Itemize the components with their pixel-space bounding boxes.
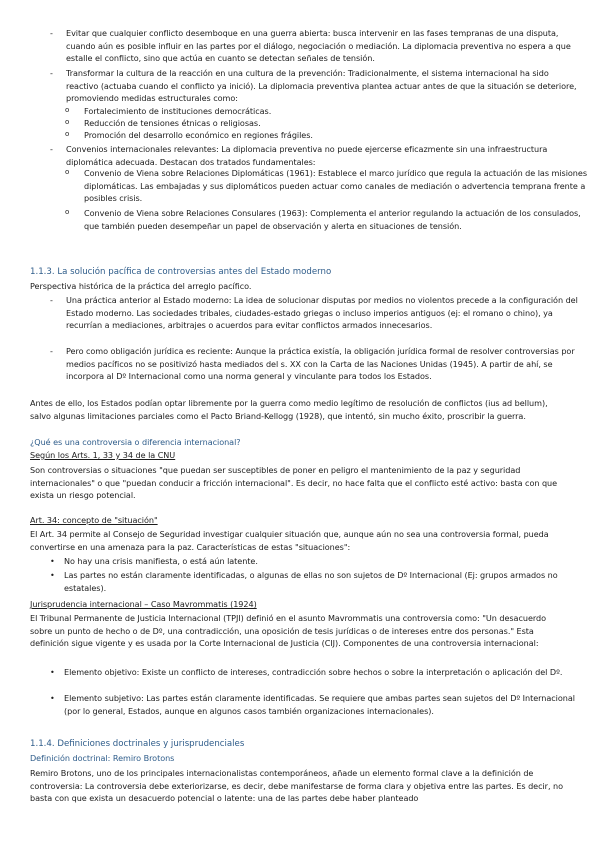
paragraph: El Tribunal Permanente de Justicia Internacional (TPJI) definió en el asunto Mavrommatis una controversia como: "Un desacuerdo sobre un punto de hecho o de Dº, una contradicción, una oposición de tesis jurídicas o de intereses entre dos personas." Esta definición sigue vigente y es usada por la Corte Internacional de Justicia (CIJ). Componentes de una controversia internacional:: [30, 613, 546, 649]
sub-list-item: o Fortalecimiento de instituciones democráticas.: [50, 105, 597, 118]
sub-list-item: o Convenio de Viena sobre Relaciones Consulares (1963): Complementa el anterior regulando la actuación de los consulados, que también pueden desempeñar un papel de observación y alerta en situaciones de tensión.: [50, 207, 597, 232]
subheading: Definición doctrinal: Remiro Brotons: [30, 753, 175, 763]
list-item: - Evitar que cualquier conflicto desemboque en una guerra abierta: busca intervenir en las fases tempranas de una disputa, cuando aún es posible influir en las partes por el diálogo, negociación o mediación. La diplomacia preventiva no espera a que estalle el conflicto, sino que actúa en cuanto se detectan señales de tensión.: [48, 27, 581, 65]
sub-list-item: o Convenio de Viena sobre Relaciones Diplomáticas (1961): Establece el marco jurídico que regula la actuación de las misiones diplomáticas. Las embajadas y sus diplomáticos pueden actuar como canales de mediación o advertencia temprana frente a posibles crisis.: [50, 167, 597, 205]
section-heading: 1.1.3. La solución pacífica de controversias antes del Estado moderno: [30, 267, 332, 277]
bullet-item: • No hay una crisis manifiesta, o está aún latente.: [48, 555, 579, 568]
list-item: - Una práctica anterior al Estado moderno: La idea de solucionar disputas por medios no violentos precede a la configuración del Estado moderno. Las sociedades tribales, ciudades-estado griegas o incluso imperios antiguos (ej: el romano o chino), ya recurrían a mediaciones, arbitrajes o acuerdos para evitar conflictos armados innecesarios.: [48, 294, 581, 332]
list-item: - Convenios internacionales relevantes: La diplomacia preventiva no puede ejercerse eficazmente sin una infraestructura diplomática adecuada. Destacan dos tratados fundamentales:: [48, 143, 581, 168]
sub-list-item: o Promoción del desarrollo económico en regiones frágiles.: [50, 129, 597, 142]
subheading: Según los Arts. 1, 33 y 34 de la CNU: [30, 450, 176, 460]
paragraph: Remiro Brotons, uno de los principales internacionalistas contemporáneos, añade un elemento formal clave a la definición de controversia: La controversia debe exteriorizarse, es decir, debe manifestarse de forma clara y objetiva entre las partes. Es decir, no basta con que exista un desacuerdo potencial o latente: una de las partes debe haber planteado: [30, 768, 563, 804]
subheading: Jurisprudencia internacional – Caso Mavrommatis (1924): [30, 599, 257, 609]
bullet-item: • Las partes no están claramente identificadas, o algunas de ellas no son sujetos de Dº Internacional (Ej: grupos armados no estatales).: [48, 569, 579, 594]
sub-list-item: o Reducción de tensiones étnicas o religiosas.: [50, 117, 597, 130]
section-heading: 1.1.4. Definiciones doctrinales y jurisprudenciales: [30, 739, 245, 749]
question-heading: ¿Qué es una controversia o diferencia internacional?: [30, 437, 241, 447]
paragraph: Antes de ello, los Estados podían optar libremente por la guerra como medio legítimo de resolución de conflictos (ius ad bellum), salvo algunas limitaciones parciales como el Pacto Briand-Kellogg (1928), que intentó, sin mucho éxito, proscribir la guerra.: [30, 398, 548, 421]
paragraph: El Art. 34 permite al Consejo de Seguridad investigar cualquier situación que, aunque aún no sea una controversia formal, pueda convertirse en una amenaza para la paz. Características de estas "situaciones":: [30, 529, 549, 552]
paragraph: Son controversias o situaciones "que puedan ser susceptibles de poner en peligro el mantenimiento de la paz y seguridad internacionales" o que "puedan conducir a fricción internacional". Es decir, no hace falta que el conflicto esté activo: basta con que exista un riesgo potencial.: [30, 465, 558, 501]
list-item: - Transformar la cultura de la reacción en una cultura de la prevención: Tradicionalmente, el sistema internacional ha sido reactivo (actuaba cuando el conflicto ya inició). La diplomacia preventiva plantea actuar antes de que la situación se deteriore, promoviendo medidas estructurales como:: [48, 67, 581, 105]
paragraph: Perspectiva histórica de la práctica del arreglo pacífico.: [30, 281, 252, 291]
bullet-item: • Elemento objetivo: Existe un conflicto de intereses, contradicción sobre hechos o sobre la interpretación o aplicación del Dº.: [48, 666, 579, 679]
list-item: - Pero como obligación jurídica es reciente: Aunque la práctica existía, la obligación jurídica formal de resolver controversias por medios pacíficos no se positivizó hasta mediados del s. XX con la Carta de las Naciones Unidas (1945). A partir de ahí, se incorpora al Dº Internacional como una norma general y vinculante para todos los Estados.: [48, 345, 581, 383]
bullet-item: • Elemento subjetivo: Las partes están claramente identificadas. Se requiere que ambas partes sean sujetos del Dº Internacional (por lo general, Estados, aunque en algunos casos también organizaciones internacionales).: [48, 692, 579, 717]
subheading: Art. 34: concepto de "situación": [30, 515, 158, 525]
